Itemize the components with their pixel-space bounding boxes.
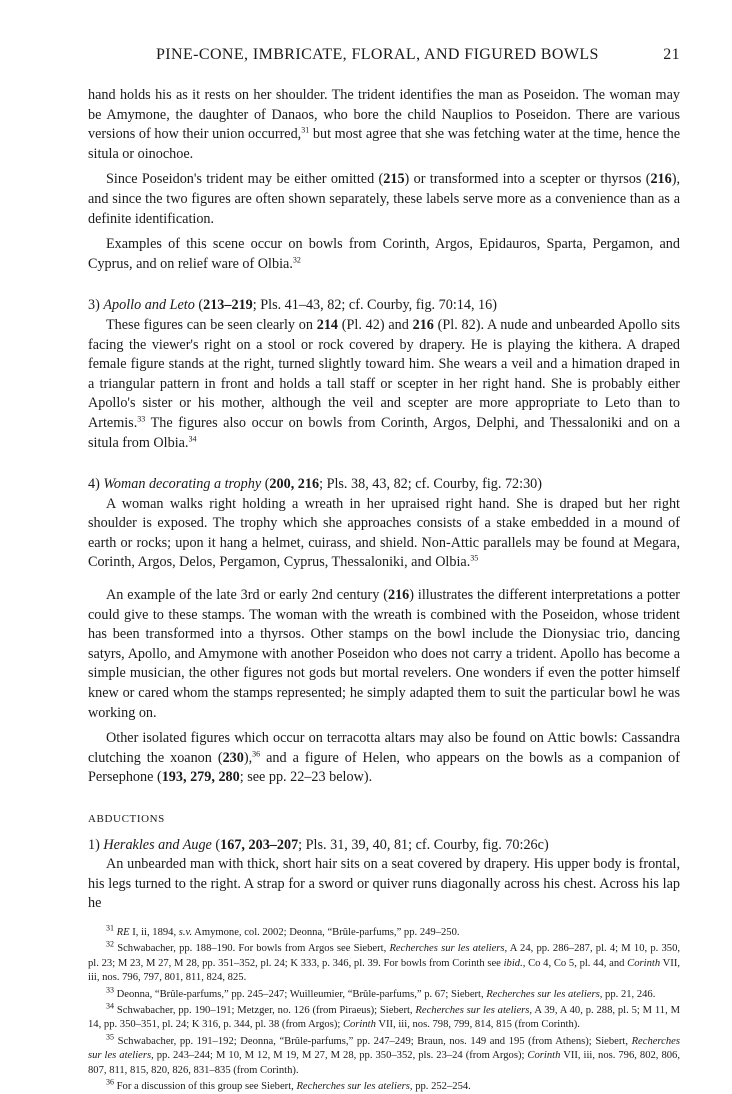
body-text — [88, 86, 680, 914]
footnotes — [88, 923, 681, 1094]
footnote-ref[interactable]: 31 — [301, 125, 310, 135]
footnote-ref[interactable]: 32 — [292, 255, 301, 265]
footnote: $^{32}$ Schwabacher, pp. 188–190. For bowls from Argos see Siebert, Recherches sur les ateliers, A 24, pp. 286–287, pl. 4; M 10, p. 350, pl. 23; M 23, M 27, M 28, pp. 351–352, pl. 24; K 333, p. 346, pl. 39. For bowls from Corinth see ibid., Co 4, Co 5, pl. 44, and Corinth VII, iii, nos. 796, 797, 801, 811, 824, 825. — [88, 939, 681, 984]
section-heading: 4) Woman decorating a trophy (200, 216; Pls. 38, 43, 82; cf. Courby, fig. 72:30) — [88, 476, 542, 493]
running-header — [88, 46, 680, 70]
footnote: $^{34}$ Schwabacher, pp. 190–191; Metzger, no. 126 (from Piraeus); Siebert, Recherches sur les ateliers, A 39, A 40, p. 288, pl. 5; M 11, M 14, pp. 350–351, pl. 24; K 316, p. 344, pl. 38 (from Argos); Corinth VII, iii, nos. 798, 799, 814, 815 (from Corinth). — [88, 1001, 680, 1031]
paragraph: hand holds his as it rests on her shoulder. The trident identifies the man as Poseidon. The woman may be Amymone, the daughter of Danaos, who bore the child Nauplios to Poseidon. There are various versions of how their union occurred,$^{31}$ but most agree that she was fetching water at the time, hence the situla or oinochoe. — [88, 87, 680, 162]
footnote: $^{33}$ Deonna, “Brûle-parfums,” pp. 245–247; Wuilleumier, “Brûle-parfums,” p. 67; Siebert, Recherches sur les ateliers, pp. 21, 246. — [106, 985, 656, 1000]
footnote: $^{36}$ For a discussion of this group see Siebert, Recherches sur les ateliers, pp. 252–254. — [106, 1077, 471, 1093]
section-heading: 1) Herakles and Auge (167, 203–207; Pls. 31, 39, 40, 81; cf. Courby, fig. 70:26c) — [88, 836, 549, 853]
footnote: $^{31}$ RE I, ii, 1894, s.v. Amymone, col. 2002; Deonna, “Brûle-parfums,” pp. 249–250. — [106, 923, 460, 938]
section-heading: 3) Apollo and Leto (213–219; Pls. 41–43, 82; cf. Courby, fig. 70:14, 16) — [88, 297, 497, 314]
paragraph: A woman walks right holding a wreath in her upraised right hand. She is draped but her right shoulder is exposed. The trophy which she approaches consists of a stake embedded in a mound of earth or rocks; upon it hang a helmet, cuirass, and shield. Non-Attic parallels may be found at Megara, Corinth, Argos, Delos, Pergamon, Cyprus, Thessaloniki, and Olbia.$^{35}$ — [88, 495, 680, 571]
footnote: $^{35}$ Schwabacher, pp. 191–192; Deonna, “Brûle-parfums,” pp. 247–249; Braun, nos. 149 and 195 (from Athens); Siebert, Recherches sur les ateliers, pp. 243–244; M 10, M 12, M 19, M 27, M 28, pp. 350–352, pls. 23–24 (from Argos); Corinth VII, iii, nos. 796, 802, 806, 807, 811, 815, 820, 826, 831–835 (from Corinth). — [88, 1032, 680, 1076]
footnote-ref[interactable]: 33 — [137, 414, 146, 424]
paragraph: These figures can be seen clearly on 214 (Pl. 42) and 216 (Pl. 82). A nude and unbearded Apollo sits facing the viewer's right on a stool or rock covered by drapery. He is playing the kithera. A draped female figure stands at the right, turned slightly toward him. She wears a veil and a himation draped in a triangular pattern in front and holds a tall staff or scepter in her right hand. She is probably either Apollo's sister or his mother, although the veil and scepter are more appropriate to Leto than to Artemis.$^{33}$ The figures also occur on bowls from Corinth, Argos, Delphi, and Thessaloniki and on a situla from Olbia.$^{34}$ — [88, 316, 680, 451]
footnote-ref[interactable]: 36 — [252, 749, 261, 759]
paragraph: Other isolated figures which occur on terracotta altars may also be found on Attic bowls: Cassandra clutching the xoanon (230),$^{36}$ and a figure of Helen, who appears on the bowls as a companion of Persephone (193, 279, 280; see pp. 22–23 below). — [88, 730, 680, 786]
page-number: 21 — [663, 46, 680, 63]
footnote-ref[interactable]: 34 — [188, 433, 197, 443]
paragraph: Examples of this scene occur on bowls from Corinth, Argos, Epidauros, Sparta, Pergamon, and Cyprus, and on relief ware of Olbia.$^{32}$ — [88, 236, 680, 272]
page — [88, 46, 680, 1094]
paragraph: Since Poseidon's trident may be either omitted (215) or transformed into a scepter or thyrsos (216), and since the two figures are often shown separately, these labels serve more as a convenience than as a definite identification. — [88, 171, 680, 227]
footnote-ref[interactable]: 35 — [470, 553, 479, 563]
paragraph: An unbearded man with thick, short hair sits on a seat covered by drapery. His upper body is frontal, his legs turned to the right. A strap for a sword or quiver runs diagonally across his chest. Across his lap he — [88, 856, 680, 912]
paragraph: An example of the late 3rd or early 2nd century (216) illustrates the different interpretations a potter could give to these stamps. The woman with the wreath is combined with the Poseidon, whose trident has been transformed into a thyrsos. Other stamps on the bowl include the Dionysiac trio, dancing satyrs, Apollo, and Amymone with another Poseidon who does not carry a trident. Apollo has become a simple musician, the other figures not gods but mortal revelers. One wonders if even the potter himself knew or cared whom the stamps represented; he simply adapted them to suit the particular bowl he was working on. — [88, 587, 680, 721]
running-title: PINE-CONE, IMBRICATE, FLORAL, AND FIGURED BOWLS — [156, 46, 599, 63]
section-caps-heading: ABDUCTIONS — [88, 813, 165, 825]
